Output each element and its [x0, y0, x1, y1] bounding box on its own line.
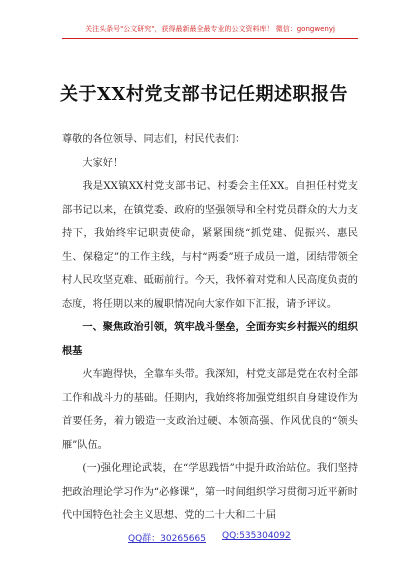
salutation: 尊敬的各位领导、同志们，村民代表们：: [62, 134, 246, 145]
header-notice-text: 关注头条号"公文研究"，获得最新最全最专业的公文资料库！ 微信：gongwenyj: [85, 25, 335, 33]
header-notice-bar: [62, 22, 358, 39]
subsection-paragraph: (一)强化理论武装，在“学思践悟”中提升政治站位。我们坚持把政治理论学习作为“必修课”，第一时间组织学习贯彻习近平新时代中国特色社会主义思想、党的二十大和二十届: [62, 463, 358, 521]
footer-qq-contact-link[interactable]: QQ:535304092: [222, 531, 291, 541]
greeting: 大家好！: [82, 157, 124, 169]
section-heading: 一、聚焦政治引领，筑牢战斗堡垒，全面夯实乡村振兴的组织根基: [62, 321, 358, 357]
footer: [0, 531, 408, 547]
section-paragraph: 火车跑得快，全靠车头带。我深知，村党支部是党在农村全部工作和战斗力的基础。任期内，我始终将加强党组织自身建设作为首要任务，着力锻造一支政治过硬、本领高强、作风优良的“领头雁”队伍。: [62, 369, 358, 451]
footer-qq-group-link[interactable]: QQ群：30265665: [128, 534, 206, 544]
document-body: [62, 128, 358, 528]
document-title: 关于XX村党支部书记任期述职报告: [60, 84, 348, 105]
intro-paragraph: 我是XX镇XX村党支部书记、村委会主任XX。自担任村党支部书记以来，在镇党委、政府的坚强领导和全村党员群众的大力支持下，我始终牢记职责使命，紧紧围绕“抓党建、促振兴、惠民生、保稳定”的工作主线，与村“两委”班子成员一道，团结带领全村人民攻坚克难、砥砺前行。今天，我怀着对党和人民高度负责的态度，将任期以来的履职情况向大家作如下汇报，请予评议。: [62, 181, 358, 310]
